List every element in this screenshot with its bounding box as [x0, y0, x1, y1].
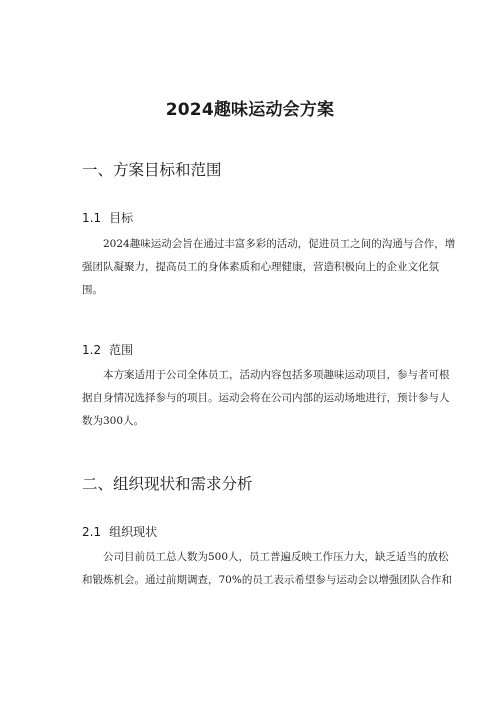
paragraph-line: 公司目前员工总人数为500人，员工普遍反映工作压力大，缺乏适当的放松 [103, 551, 449, 563]
paragraph-1-2 [82, 364, 450, 433]
paragraph-2-1 [82, 546, 452, 592]
paragraph-line: 据自身情况选择参与的项目。运动会将在公司内部的运动场地进行，预计参与人 [82, 392, 450, 404]
section-heading-1: 一、方案目标和范围 [82, 161, 222, 179]
subsection-heading-2-1 [82, 523, 157, 540]
paragraph-line: 和锻炼机会。通过前期调查，70%的员工表示希望参与运动会以增强团队合作和 [82, 574, 452, 586]
subsection-title: 目标 [109, 211, 134, 225]
subsection-number: 1.1 [82, 211, 102, 225]
paragraph-line: 2024趣味运动会旨在通过丰富多彩的活动，促进员工之间的沟通与合作，增 [103, 238, 456, 250]
subsection-number: 2.1 [82, 525, 102, 539]
paragraph-line: 数为300人。 [82, 415, 145, 427]
subsection-heading-1-2 [82, 341, 133, 358]
paragraph-line: 本方案适用于公司全体员工，活动内容包括多项趣味运动项目，参与者可根 [103, 369, 450, 381]
subsection-number: 1.2 [82, 343, 102, 357]
subsection-title: 组织现状 [109, 525, 158, 539]
document-title: 2024趣味运动会方案 [165, 100, 335, 120]
paragraph-line: 强团队凝聚力，提高员工的身体素质和心理健康，营造积极向上的企业文化氛 [82, 261, 439, 273]
paragraph-1-1 [82, 233, 456, 302]
paragraph-line: 围。 [82, 284, 103, 296]
section-heading-2: 二、组织现状和需求分析 [82, 475, 253, 493]
subsection-title: 范围 [109, 343, 134, 357]
subsection-heading-1-1 [82, 209, 133, 226]
